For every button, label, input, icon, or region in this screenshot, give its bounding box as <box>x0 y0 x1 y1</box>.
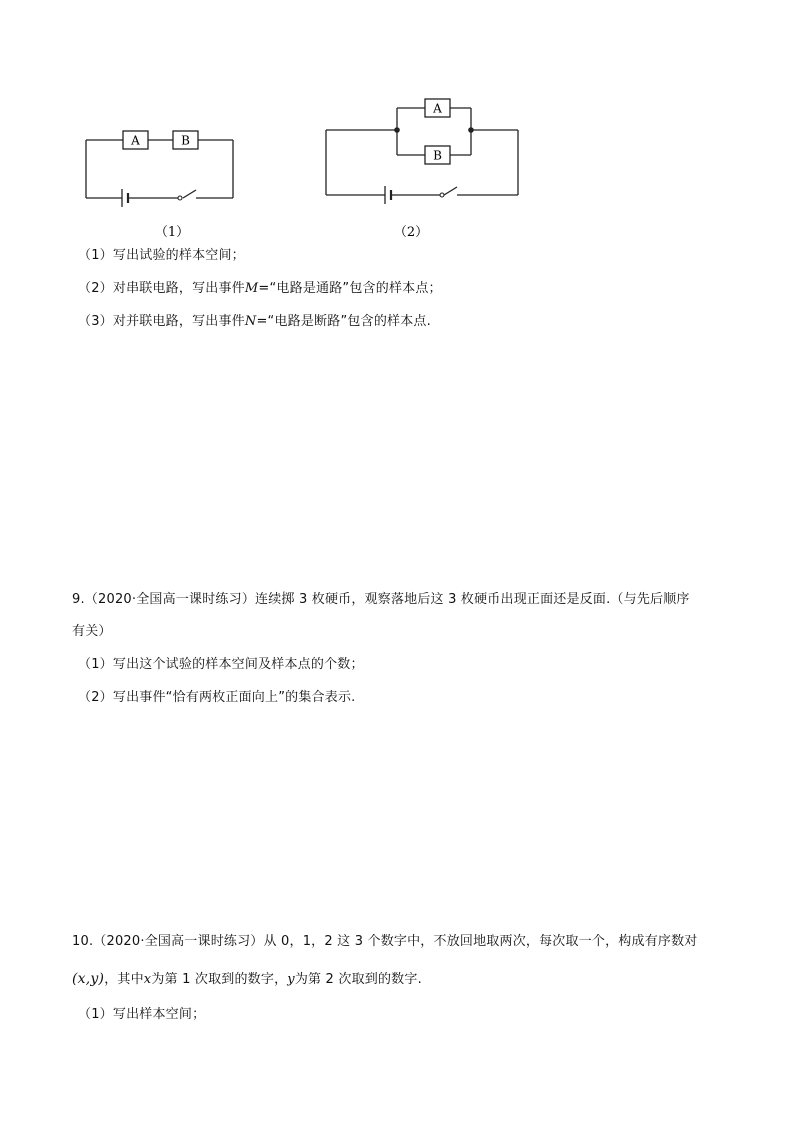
q10-stem-line-2 <box>72 970 422 989</box>
resistor-b-label: B <box>433 148 442 163</box>
q8-subquestion-2 <box>78 280 442 298</box>
q10-stem-text-1: 10.（2020·全国高一课时练习）从 0，1，2 这 3 个数字中，不放回地取两次，每次取一个，构成有序数对 <box>72 934 698 949</box>
q10-stem-text-2b: 为第 1 次取到的数字， <box>151 972 288 987</box>
q9-stem-line-2 <box>72 623 112 641</box>
q8-sub3-var: N <box>244 314 257 329</box>
q8-sub2-post: =“电路是通路”包含的样本点； <box>258 281 442 296</box>
q9-sub2-text: （2）写出事件“恰有两枚正面向上”的集合表示. <box>78 690 356 705</box>
q8-sub3-post: =“电路是断路”包含的样本点. <box>256 314 431 329</box>
q8-sub3-pre: （3）对并联电路，写出事件 <box>78 314 245 329</box>
figure-2-caption: （2） <box>393 225 429 240</box>
q10-stem-text-2c: 为第 2 次取到的数字. <box>294 972 422 987</box>
q8-sub2-var: M <box>244 281 259 296</box>
figure-1-caption: （1） <box>154 225 190 240</box>
q9-subquestion-2 <box>78 689 355 707</box>
resistor-a-label: A <box>131 133 140 148</box>
q10-var-x: x <box>143 972 152 987</box>
junction-right-dot <box>468 127 474 133</box>
q10-var-y: y <box>287 972 295 987</box>
q10-sub1-text: （1）写出样本空间； <box>78 1007 206 1022</box>
q10-subquestion-1 <box>78 1006 205 1024</box>
q9-stem-text-1: 9.（2020·全国高一课时练习）连续掷 3 枚硬币，观察落地后这 3 枚硬币出现正面还是反面.（与先后顺序 <box>72 592 690 607</box>
q8-sub2-pre: （2）对串联电路，写出事件 <box>78 281 245 296</box>
q8-subquestion-3 <box>78 313 431 331</box>
resistor-b-label: B <box>181 133 190 148</box>
q10-stem-line-1 <box>72 933 698 951</box>
q8-subquestion-1 <box>78 247 245 265</box>
resistor-a-label: A <box>433 101 442 116</box>
q9-sub1-text: （1）写出这个试验的样本空间及样本点的个数； <box>78 657 364 672</box>
q9-stem-text-2: 有关） <box>72 624 112 639</box>
q10-stem-text-2a: ，其中 <box>104 972 144 987</box>
junction-left-dot <box>394 127 400 133</box>
q9-stem-line-1 <box>72 591 690 609</box>
q9-subquestion-1 <box>78 656 364 674</box>
q10-ordered-pair: (x,y) <box>72 971 105 987</box>
q8-sub1-text: （1）写出试验的样本空间； <box>78 248 245 263</box>
switch-pivot <box>440 193 444 197</box>
